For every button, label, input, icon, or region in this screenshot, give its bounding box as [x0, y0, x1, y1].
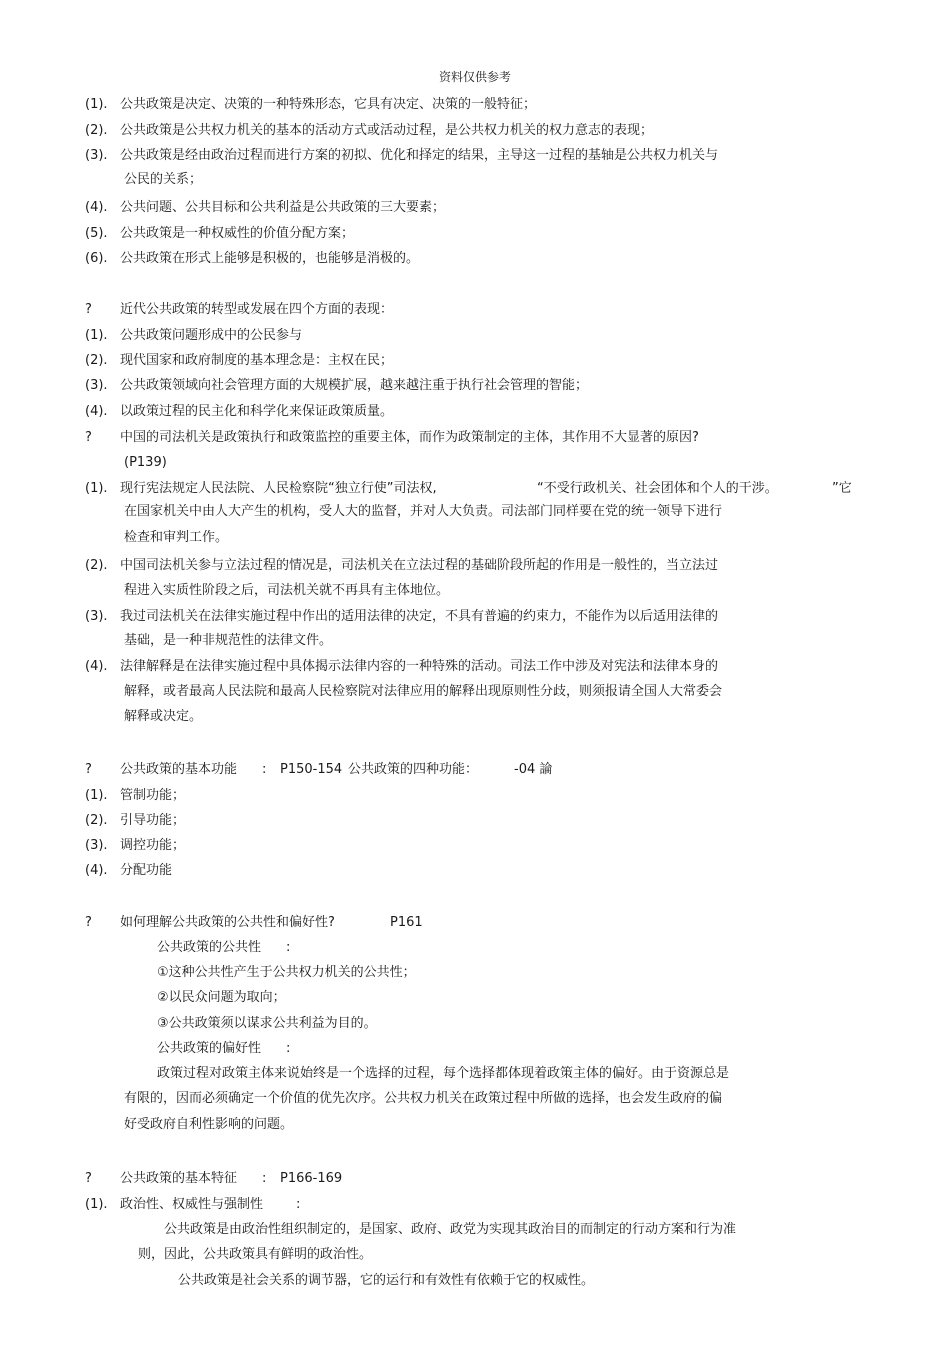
list-item-continuation: 检查和审判工作。: [124, 530, 229, 545]
list-item-continuation: 基础，是一种非规范性的法律文件。: [124, 633, 333, 648]
list-item-quote: “不受行政机关、社会团体和个人的干涉。: [537, 481, 778, 496]
list-number: (1).: [85, 788, 108, 803]
section-tag: -04 論: [514, 762, 553, 777]
list-number: (4).: [85, 404, 108, 419]
label-colon: :: [286, 940, 291, 955]
list-item: 公共政策问题形成中的公民参与: [120, 328, 303, 343]
question-marker: ?: [85, 1171, 92, 1186]
list-item: 政治性、权威性与强制性: [120, 1197, 264, 1212]
list-item: 公共政策在形式上能够是积极的，也能够是消极的。: [120, 251, 420, 266]
subsection-label: 公共政策的公共性: [157, 940, 262, 955]
list-item: 我过司法机关在法律实施过程中作出的适用法律的决定，不具有普遍的约束力，不能作为以后适用法律的: [120, 609, 719, 624]
list-number: (1).: [85, 1197, 108, 1212]
list-number: (3).: [85, 838, 108, 853]
list-item: 中国司法机关参与立法过程的情况是，司法机关在立法过程的基础阶段所起的作用是一般性的，当立法过: [120, 558, 719, 573]
question-marker: ?: [85, 915, 92, 930]
title-colon: :: [262, 1171, 267, 1186]
section-title: 中国的司法机关是政策执行和政策监控的重要主体，而作为政策制定的主体，其作用不大显著的原因?: [120, 430, 699, 445]
list-number: (3).: [85, 148, 108, 163]
question-marker: ?: [85, 302, 92, 317]
label-colon: :: [286, 1041, 291, 1056]
list-item: 管制功能；: [120, 788, 186, 803]
section-title: 如何理解公共政策的公共性和偏好性?: [120, 915, 335, 930]
list-item-continuation: 公民的关系；: [124, 172, 203, 187]
list-number: (1).: [85, 481, 108, 496]
list-item: 公共政策是公共权力机关的基本的活动方式或活动过程，是公共权力机关的权力意志的表现；: [120, 123, 654, 138]
list-number: (6).: [85, 251, 108, 266]
subsection-label: 公共政策的偏好性: [157, 1041, 262, 1056]
list-item: ①这种公共性产生于公共权力机关的公共性；: [157, 965, 416, 980]
question-marker: ?: [85, 762, 92, 777]
paragraph-line: 有限的，因而必须确定一个价值的优先次序。公共权力机关在政策过程中所做的选择，也会发生政府的偏: [124, 1091, 723, 1106]
list-item: 以政策过程的民主化和科学化来保证政策质量。: [120, 404, 394, 419]
list-item: 公共政策领域向社会管理方面的大规模扩展，越来越注重于执行社会管理的智能；: [120, 378, 589, 393]
list-number: (2).: [85, 123, 108, 138]
paragraph-line: 好受政府自利性影响的问题。: [124, 1117, 294, 1132]
list-number: (2).: [85, 353, 108, 368]
list-number: (3).: [85, 378, 108, 393]
list-number: (4).: [85, 863, 108, 878]
section-title: 公共政策的基本功能: [120, 762, 238, 777]
list-item: 引导功能；: [120, 813, 186, 828]
list-item: 法律解释是在法律实施过程中具体揭示法律内容的一种特殊的活动。司法工作中涉及对宪法和法律本身的: [120, 659, 719, 674]
list-item-continuation: 在国家机关中由人大产生的机构，受人大的监督，并对人大负责。司法部门同样要在党的统一领导下进行: [124, 504, 723, 519]
list-item: 现行宪法规定人民法院、人民检察院“独立行使”司法权,: [120, 481, 437, 496]
list-number: (2).: [85, 558, 108, 573]
list-item-continuation: 解释或决定。: [124, 709, 203, 724]
section-subtitle: 公共政策的四种功能：: [348, 762, 479, 777]
section-title: 公共政策的基本特征: [120, 1171, 238, 1186]
label-colon: :: [296, 1197, 301, 1212]
page-reference: P150-154: [280, 762, 343, 777]
list-item: 调控功能；: [120, 838, 186, 853]
list-item: 公共政策是经由政治过程而进行方案的初拟、优化和择定的结果，主导这一过程的基轴是公共权力机关与: [120, 148, 719, 163]
list-number: (1).: [85, 97, 108, 112]
page-header: 资料仅供参考: [438, 70, 511, 84]
list-number: (4).: [85, 659, 108, 674]
page-reference: P166-169: [280, 1171, 343, 1186]
paragraph-line: 公共政策是社会关系的调节器，它的运行和有效性有依赖于它的权威性。: [178, 1273, 595, 1288]
list-number: (2).: [85, 813, 108, 828]
list-item: 公共政策是决定、决策的一种特殊形态，它具有决定、决策的一般特征；: [120, 97, 537, 112]
page-reference: (P139): [124, 455, 167, 470]
list-number: (3).: [85, 609, 108, 624]
list-item: ②以民众问题为取向；: [157, 990, 286, 1005]
list-item-continuation: 解释，或者最高人民法院和最高人民检察院对法律应用的解释出现原则性分歧，则须报请全国人大常委会: [124, 684, 723, 699]
list-item: ③公共政策须以谋求公共利益为目的。: [157, 1016, 377, 1031]
paragraph-line: 政策过程对政策主体来说始终是一个选择的过程，每个选择都体现着政策主体的偏好。由于资源总是: [157, 1066, 730, 1081]
paragraph-line: 则，因此，公共政策具有鲜明的政治性。: [138, 1247, 373, 1262]
section-title: 近代公共政策的转型或发展在四个方面的表现：: [120, 302, 394, 317]
list-number: (4).: [85, 200, 108, 215]
list-item-continuation: 程进入实质性阶段之后，司法机关就不再具有主体地位。: [124, 583, 450, 598]
list-item: 公共问题、公共目标和公共利益是公共政策的三大要素；: [120, 200, 446, 215]
paragraph-line: 公共政策是由政治性组织制定的，是国家、政府、政党为实现其政治目的而制定的行动方案和行为准: [164, 1222, 737, 1237]
page-reference: P161: [390, 915, 423, 930]
title-colon: :: [262, 762, 267, 777]
list-number: (5).: [85, 226, 108, 241]
list-item-quote-end: ”它: [832, 481, 852, 496]
question-marker: ?: [85, 430, 92, 445]
list-item: 公共政策是一种权威性的价值分配方案；: [120, 226, 355, 241]
list-number: (1).: [85, 328, 108, 343]
list-item: 现代国家和政府制度的基本理念是：主权在民；: [120, 353, 394, 368]
list-item: 分配功能: [120, 863, 173, 878]
